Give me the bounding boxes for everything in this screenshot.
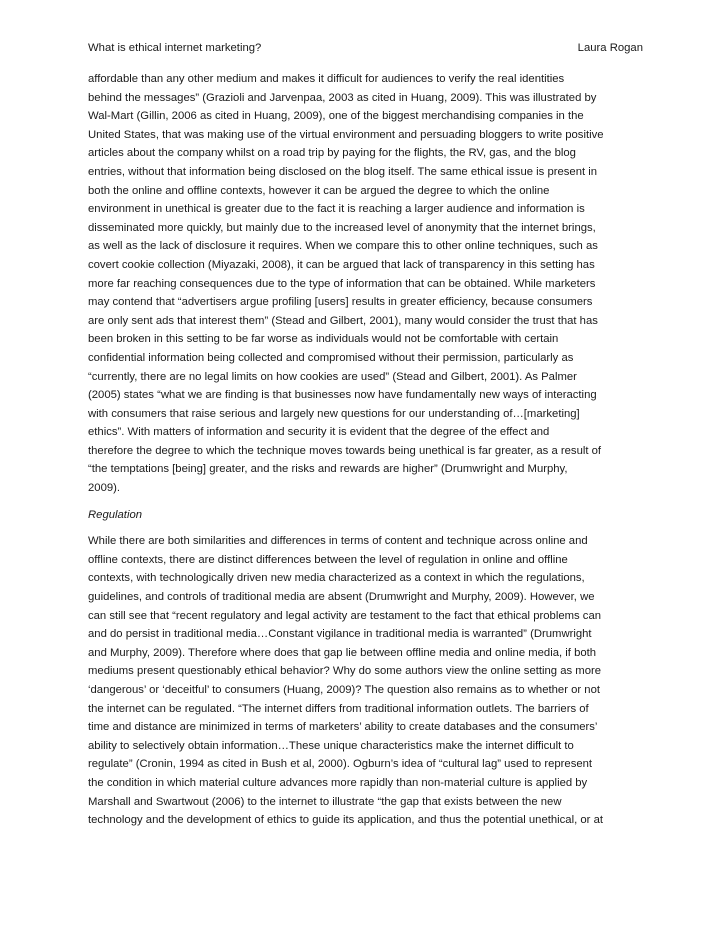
body-text xyxy=(88,70,643,830)
paragraph-regulation xyxy=(88,532,643,830)
text-line: entries, without that information being disclosed on the blog itself. The same ethical issue is present in xyxy=(88,165,598,178)
text-line: can still see that “recent regulatory and legal activity are testament to the fact that ethical problems can xyxy=(88,609,602,622)
text-line: therefore the degree to which the technique moves towards being unethical is far greater, as a result of xyxy=(88,444,602,457)
text-line: with consumers that raise serious and largely new questions for our understanding of…[marketing] xyxy=(88,407,580,420)
text-line: time and distance are minimized in terms of marketers’ ability to create databases and the consumers’ xyxy=(88,721,598,734)
text-line: affordable than any other medium and makes it difficult for audiences to verify the real identities xyxy=(88,73,565,85)
text-line: are only sent ads that interest them” (Stead and Gilbert, 2001), many would consider the trust that has xyxy=(88,314,598,327)
text-line: ethics”. With matters of information and security it is evident that the degree of the effect and xyxy=(88,426,550,439)
text-line: guidelines, and controls of traditional media are absent (Drumwright and Murphy, 2009). However, we xyxy=(88,591,595,604)
text-line: may contend that “advertisers argue profiling [users] results in greater efficiency, because consumers xyxy=(88,296,593,309)
text-line: disseminated more quickly, but mainly due to the increased level of anonymity that the internet brings, xyxy=(88,221,596,234)
text-line: contexts, with technologically driven new media characterized as a context in which the regulations, xyxy=(88,572,585,585)
text-line: both the online and offline contexts, however it can be argued the degree to which the online xyxy=(88,184,550,197)
text-line: regulate” (Cronin, 1994 as cited in Bush et al, 2000). Ogburn’s idea of “cultural lag” used to represent xyxy=(88,758,593,771)
text-line: technology and the development of ethics to guide its application, and thus the potential unethical, or at xyxy=(88,814,603,827)
text-line: and do persist in traditional media…Constant vigilance in traditional media is warranted” (Drumwright xyxy=(88,628,592,641)
text-line: ability to selectively obtain information…These unique characteristics make the internet difficult to xyxy=(88,739,574,752)
text-line: environment in unethical is greater due to the fact it is reaching a larger audience and information is xyxy=(88,203,585,216)
text-line: 2009). xyxy=(88,482,121,495)
text-line: “the temptations [being] greater, and the risks and rewards are higher” (Drumwright and Murphy, xyxy=(88,463,568,476)
text-line: more far reaching consequences due to the type of information that can be obtained. While marketers xyxy=(88,277,596,290)
text-line: Marshall and Swartwout (2006) to the internet to illustrate “the gap that exists between the new xyxy=(88,795,562,808)
text-line: ‘dangerous’ or ‘deceitful’ to consumers (Huang, 2009)? The question also remains as to whether or not xyxy=(88,684,600,696)
text-line: the internet can be regulated. “The internet differs from traditional information outlets. The barriers of xyxy=(88,702,589,715)
text-line: articles about the company whilst on a road trip by paying for the flights, the RV, gas, and the blog xyxy=(88,147,576,160)
text-line: offline contexts, there are distinct differences between the level of regulation in online and offline xyxy=(88,553,568,566)
text-line: “currently, there are no legal limits on how cookies are used” (Stead and Gilbert, 2001). As Palmer xyxy=(88,370,577,383)
text-line: covert cookie collection (Miyazaki, 2008), it can be argued that lack of transparency in this setting has xyxy=(88,258,595,271)
text-line: United States, that was making use of the virtual environment and persuading bloggers to write positive xyxy=(88,128,604,141)
section-heading-regulation: Regulation xyxy=(88,508,143,521)
document-title: What is ethical internet marketing? xyxy=(88,42,262,54)
text-line: and Murphy, 2009). Therefore where does that gap lie between offline media and online media, if both xyxy=(88,646,597,659)
text-line: confidential information being collected and compromised without their permission, particularly as xyxy=(88,351,574,364)
paragraph-continued xyxy=(88,70,643,498)
text-line: behind the messages” (Grazioli and Jarvenpaa, 2003 as cited in Huang, 2009). This was illustrated by xyxy=(88,91,597,104)
text-line: as well as the lack of disclosure it requires. When we compare this to other online techniques, such as xyxy=(88,240,598,253)
text-line: Wal-Mart (Gillin, 2006 as cited in Huang, 2009), one of the biggest merchandising companies in the xyxy=(88,110,584,123)
text-line: been broken in this setting to be far worse as individuals would not be comfortable with certain xyxy=(88,333,559,346)
text-line: While there are both similarities and differences in terms of content and technique across online and xyxy=(88,535,588,548)
document-page xyxy=(88,40,643,830)
author-name: Laura Rogan xyxy=(577,42,643,54)
text-line: (2005) states “what we are finding is that businesses now have fundamentally new ways of interacting xyxy=(88,389,597,402)
text-line: the condition in which material culture advances more rapidly than non-material culture is applied by xyxy=(88,776,588,789)
text-line: mediums present questionably ethical behavior? Why do some authors view the online setting as more xyxy=(88,665,602,678)
running-header xyxy=(88,40,643,70)
